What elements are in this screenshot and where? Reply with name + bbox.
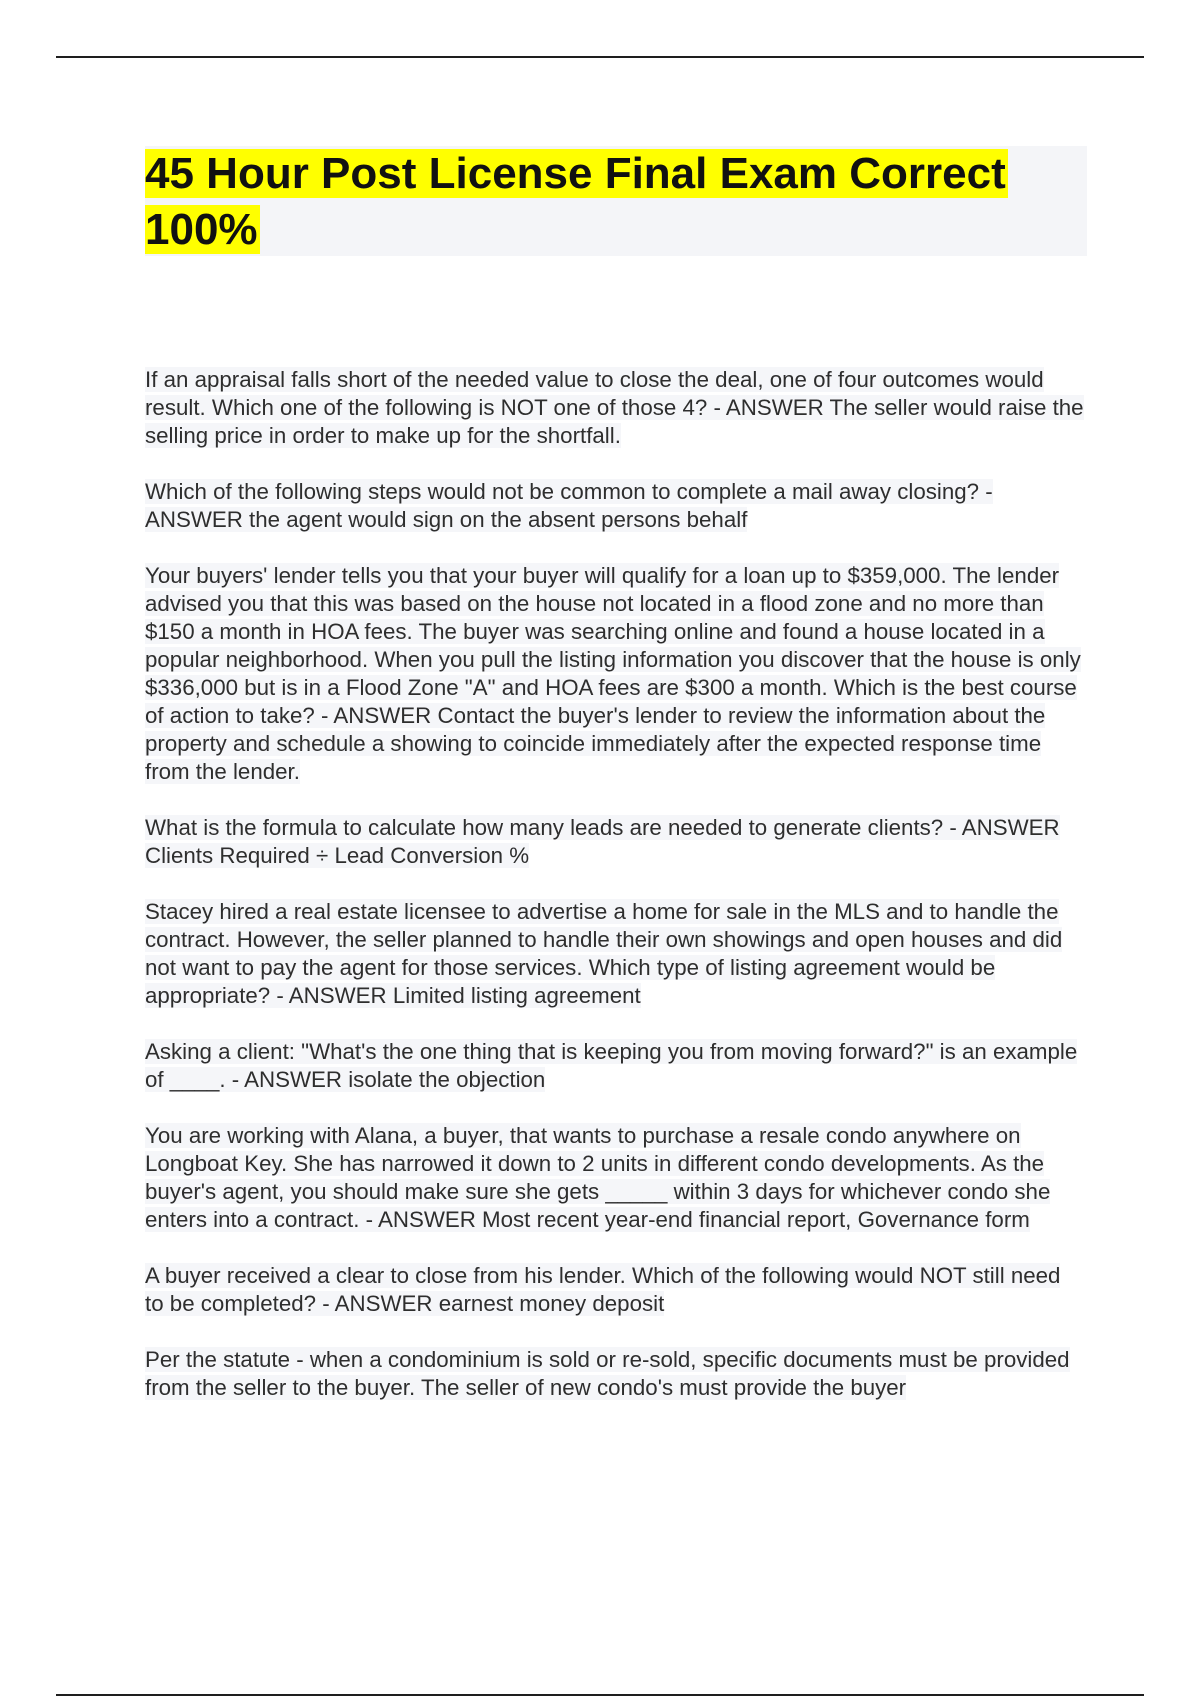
qa-item — [145, 1346, 1085, 1402]
qa-item — [145, 366, 1085, 450]
qa-item-text: A buyer received a clear to close from his lender. Which of the following would NOT still need to be completed? - ANSWER earnest money deposit — [145, 1263, 1061, 1316]
qa-item — [145, 1122, 1085, 1234]
page-title-highlight: 45 Hour Post License Final Exam Correct 100% — [145, 149, 1006, 254]
qa-item — [145, 1262, 1085, 1318]
top-divider — [56, 56, 1144, 58]
qa-list — [145, 366, 1085, 1430]
qa-item — [145, 562, 1085, 786]
qa-item-text: You are working with Alana, a buyer, that wants to purchase a resale condo anywhere on Longboat Key. She has narrowed it down to 2 units in different condo developments. As the buyer's agent, you should make sure she gets _____ within 3 days for whichever condo she enters into a contract. - ANSWER Most recent year-end financial report, Governance form — [145, 1123, 1051, 1232]
qa-item — [145, 478, 1085, 534]
qa-item — [145, 898, 1085, 1010]
qa-item-text: What is the formula to calculate how many leads are needed to generate clients? - ANSWER Clients Required ÷ Lead Conversion % — [145, 815, 1060, 868]
qa-item — [145, 1038, 1085, 1094]
qa-item-text: Stacey hired a real estate licensee to advertise a home for sale in the MLS and to handle the contract. However, the seller planned to handle their own showings and open houses and did not want to pay the agent for those services. Which type of listing agreement would be appropriate? - ANSWER Limited listing agreement — [145, 899, 1063, 1008]
page-title — [145, 146, 1087, 258]
bottom-divider — [56, 1694, 1144, 1696]
qa-item-text: Your buyers' lender tells you that your buyer will qualify for a loan up to $359,000. The lender advised you that this was based on the house not located in a flood zone and no more than $150 a month in HOA fees. The buyer was searching online and found a house located in a popular neighborhood. When you pull the listing information you discover that the house is only $336,000 but is in a Flood Zone "A" and HOA fees are $300 a month. Which is the best course of action to take? - ANSWER Contact the buyer's lender to review the information about the property and schedule a showing to coincide immediately after the expected response time from the lender. — [145, 563, 1081, 784]
qa-item-text: Which of the following steps would not be common to complete a mail away closing? - ANSWER the agent would sign on the absent persons behalf — [145, 479, 993, 532]
qa-item-text: If an appraisal falls short of the needed value to close the deal, one of four outcomes would result. Which one of the following is NOT one of those 4? - ANSWER The seller would raise the selling price in order to make up for the shortfall. — [145, 367, 1084, 448]
title-block — [145, 146, 1087, 256]
qa-item-text: Asking a client: "What's the one thing that is keeping you from moving forward?" is an example of ____. - ANSWER isolate the objection — [145, 1039, 1078, 1092]
qa-item-text: Per the statute - when a condominium is sold or re-sold, specific documents must be provided from the seller to the buyer. The seller of new condo's must provide the buyer — [145, 1347, 1070, 1400]
qa-item — [145, 814, 1085, 870]
